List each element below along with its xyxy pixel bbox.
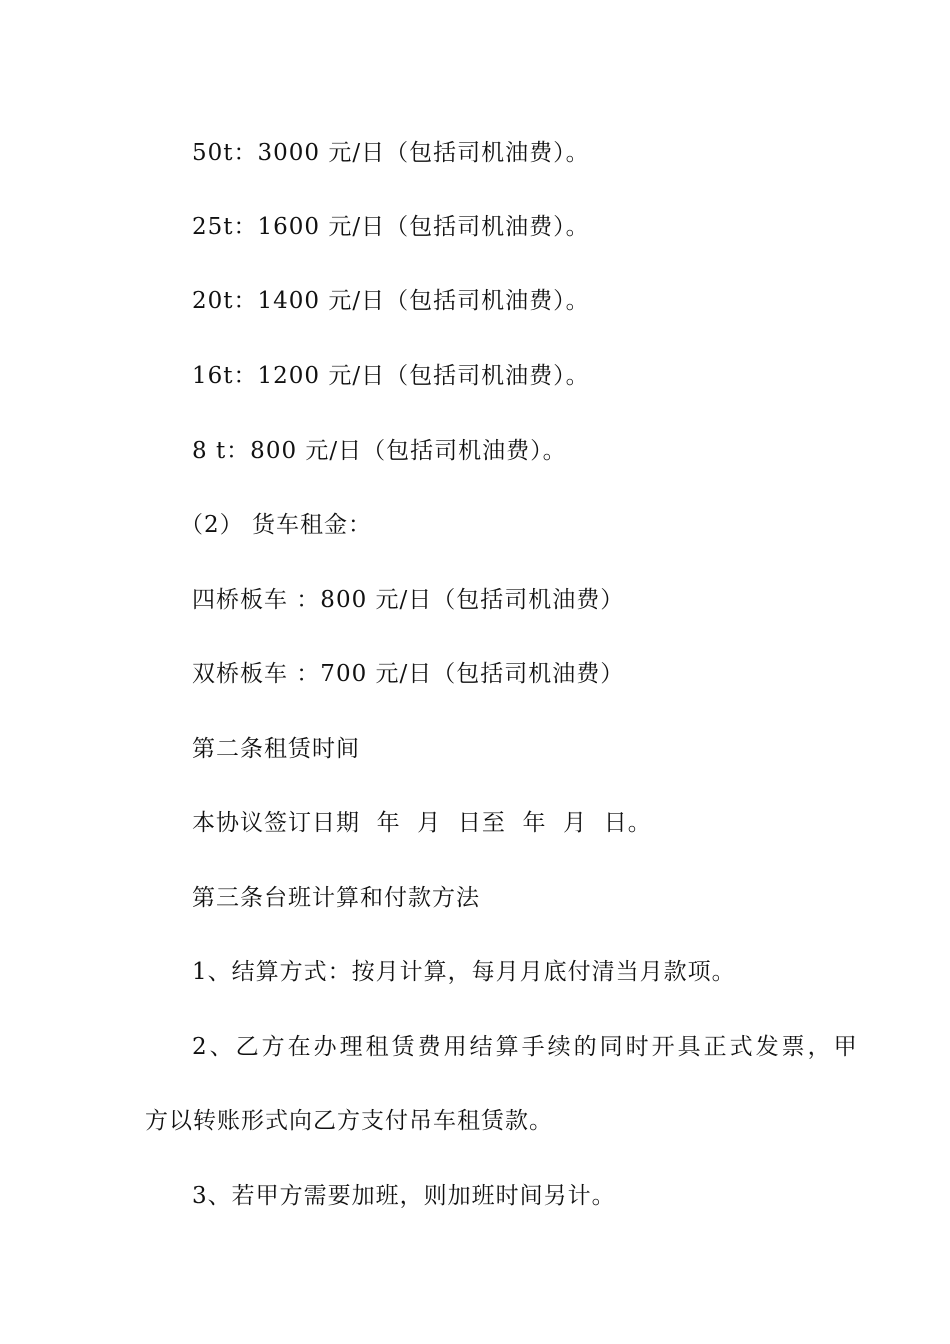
rate-20t: 20t：1400 元/日（包括司机油费）。	[192, 288, 590, 314]
article-3-heading: 第三条台班计算和付款方法	[192, 885, 480, 911]
rate-16t: 16t：1200 元/日（包括司机油费）。	[192, 363, 590, 389]
agreement-period: 本协议签订日期 年 月 日至 年 月 日。	[192, 810, 652, 836]
clause-1-settlement: 1、结算方式：按月计算，每月月底付清当月款项。	[192, 959, 736, 985]
rate-25t: 25t：1600 元/日（包括司机油费）。	[192, 214, 590, 240]
clause-2-continuation: 方以转账形式向乙方支付吊车租赁款。	[145, 1108, 553, 1134]
rate-two-axle-flatbed: 双桥板车 ：700 元/日（包括司机油费）	[192, 661, 625, 687]
rate-8t: 8 t：800 元/日（包括司机油费）。	[192, 438, 567, 464]
truck-rent-heading: （2） 货车租金：	[180, 512, 372, 538]
rate-50t: 50t：3000 元/日（包括司机油费）。	[192, 140, 590, 166]
article-2-heading: 第二条租赁时间	[192, 736, 360, 762]
clause-2-invoice: 2、乙方在办理租赁费用结算手续的同时开具正式发票，甲	[192, 1034, 860, 1060]
clause-3-overtime: 3、若甲方需要加班，则加班时间另计。	[192, 1183, 616, 1209]
rate-four-axle-flatbed: 四桥板车 ：800 元/日（包括司机油费）	[192, 587, 625, 613]
